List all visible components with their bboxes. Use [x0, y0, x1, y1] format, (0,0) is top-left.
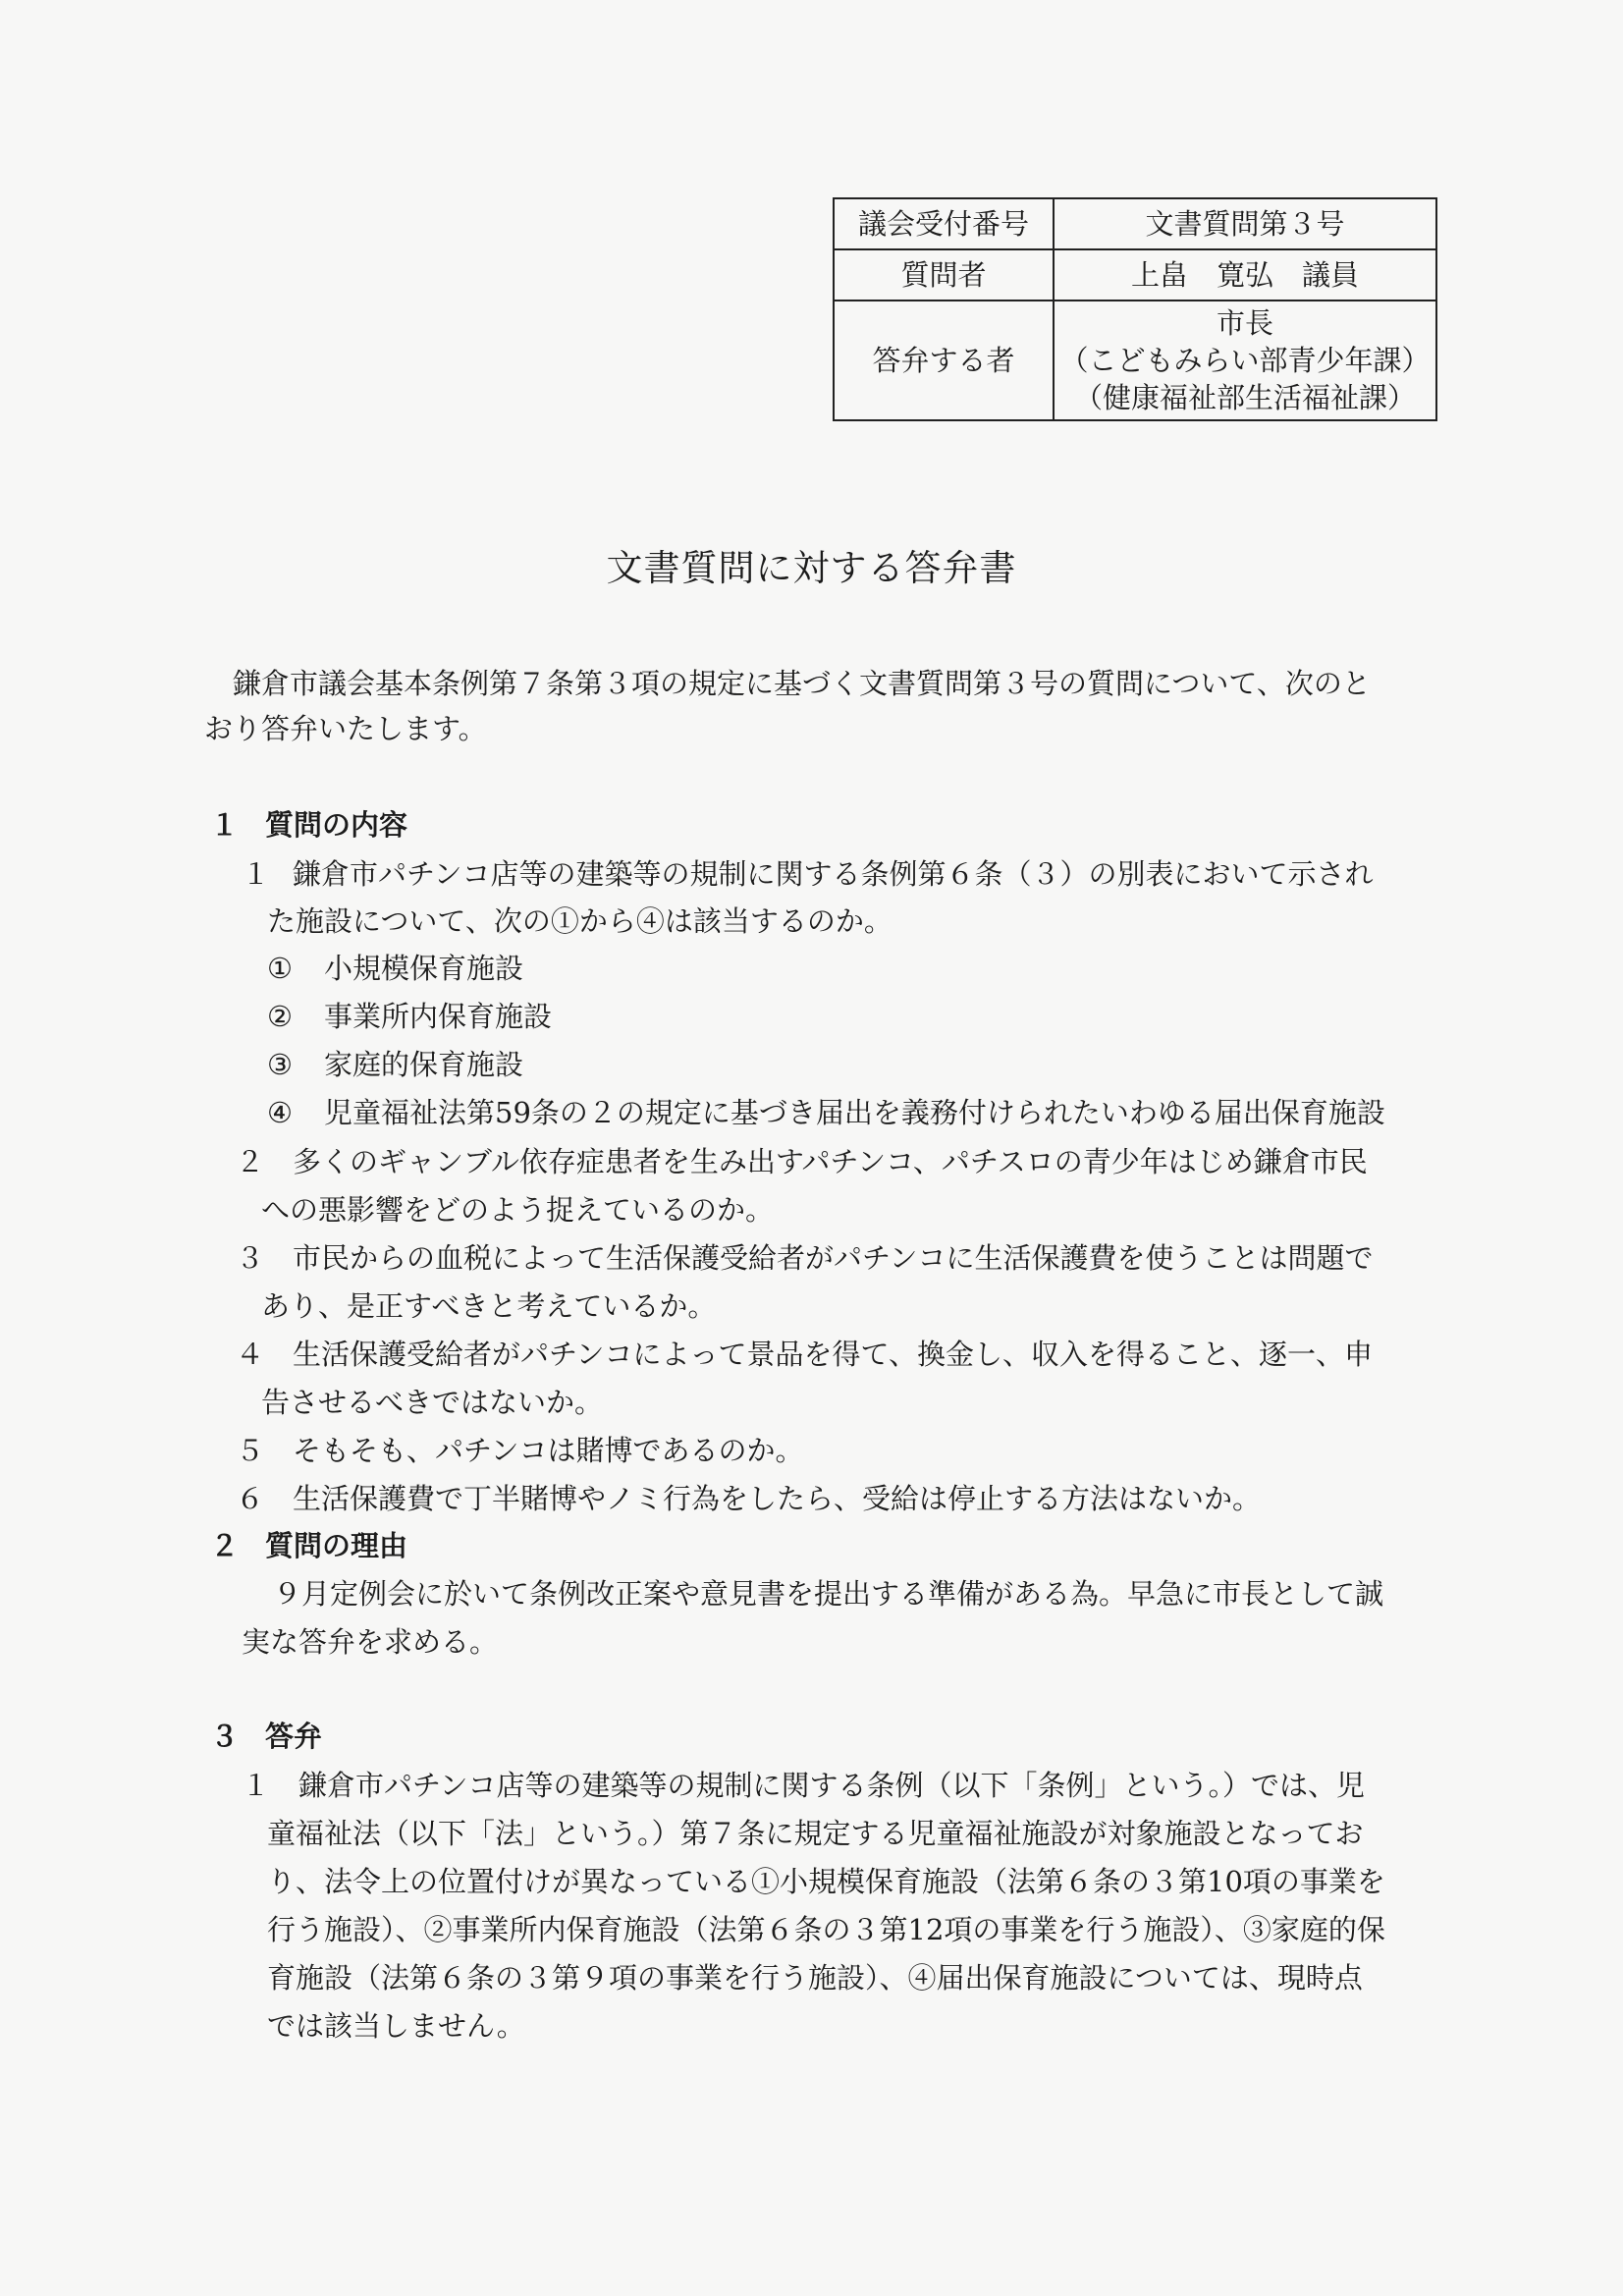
answer-line: では該当しません。 [267, 2009, 525, 2043]
question-item-line: た施設について、次の①から④は該当するのか。 [267, 904, 893, 938]
reception-number-label: 議会受付番号 [834, 198, 1054, 249]
answer-line: 童福祉法（以下「法」という。）第７条に規定する児童福祉施設が対象施設となってお [267, 1817, 1364, 1850]
reception-number-value: 文書質問第３号 [1054, 198, 1436, 249]
sub-item-number: ④ [267, 1096, 293, 1129]
intro-line: 鎌倉市議会基本条例第７条第３項の規定に基づく文書質問第３号の質問について、次のと [204, 667, 1371, 700]
sub-item-text: 事業所内保育施設 [324, 1000, 553, 1033]
reason-line: 実な答弁を求める。 [242, 1625, 499, 1659]
question-item-number: ４ [236, 1338, 265, 1371]
question-item-line: 告させるべきではないか。 [261, 1386, 604, 1419]
answer-line: 鎌倉市パチンコ店等の建築等の規制に関する条例（以下「条例」という。）では、児 [298, 1769, 1366, 1802]
sub-item-text: 小規模保育施設 [324, 952, 524, 985]
section3-number: ３ [210, 1720, 240, 1753]
questioner-value: 上畠 寛弘 議員 [1054, 249, 1436, 301]
reason-line: ９月定例会に於いて条例改正案や意見書を提出する準備がある為。早急に市長として誠 [273, 1577, 1384, 1611]
question-item-number: ２ [236, 1145, 265, 1178]
table-row [834, 249, 1436, 301]
intro-line: おり答弁いたします。 [204, 712, 487, 745]
question-item-line: 多くのギャンブル依存症患者を生み出すパチンコ、パチスロの青少年はじめ鎌倉市民 [293, 1145, 1368, 1178]
sub-item-number: ① [267, 952, 293, 985]
document-title: 文書質問に対する答弁書 [606, 547, 1017, 589]
sub-item-text: 家庭的保育施設 [324, 1048, 524, 1081]
section2-number: ２ [210, 1529, 240, 1562]
question-item-line: への悪影響をどのよう捉えているのか。 [261, 1193, 775, 1227]
section1-heading: 質問の内容 [265, 808, 408, 842]
question-item-line: あり、是正すべきと考えているか。 [261, 1289, 717, 1323]
answer-line: 育施設（法第６条の３第９項の事業を行う施設）、④届出保育施設については、現時点 [267, 1961, 1363, 1995]
question-item-number: ６ [236, 1482, 265, 1515]
respondent-line: （こどもみらい部青少年課） [1059, 344, 1431, 377]
respondent-label: 答弁する者 [834, 301, 1054, 420]
sub-item-text: 児童福祉法第59条の２の規定に基づき届出を義務付けられたいわゆる届出保育施設 [324, 1096, 1385, 1129]
question-item-line: 市民からの血税によって生活保護受給者がパチンコに生活保護費を使うことは問題で [293, 1241, 1374, 1275]
answer-line: 行う施設）、②事業所内保育施設（法第６条の３第12項の事業を行う施設）、③家庭的保 [267, 1913, 1385, 1946]
question-item-line: そもそも、パチンコは賭博であるのか。 [293, 1434, 804, 1467]
respondent-value [1054, 301, 1436, 420]
question-item-number: ３ [236, 1241, 265, 1275]
questioner-label: 質問者 [834, 249, 1054, 301]
table-row [834, 198, 1436, 249]
question-item-number: ５ [236, 1434, 265, 1467]
respondent-line: 市長 [1216, 306, 1273, 340]
reception-info-table [833, 197, 1437, 421]
table-row [834, 301, 1436, 420]
sub-item-number: ② [267, 1000, 293, 1033]
question-item-line: 生活保護費で丁半賭博やノミ行為をしたら、受給は停止する方法はないか。 [293, 1482, 1262, 1515]
section2-heading: 質問の理由 [265, 1529, 408, 1562]
sub-item-number: ③ [267, 1048, 293, 1081]
answer-line: り、法令上の位置付けが異なっている①小規模保育施設（法第６条の３第10項の事業を [267, 1865, 1385, 1898]
section3-heading: 答弁 [265, 1720, 323, 1753]
question-item-line: 生活保護受給者がパチンコによって景品を得て、換金し、収入を得ること、逐一、申 [293, 1338, 1373, 1371]
question-item-number: １ [242, 857, 271, 891]
answer-item-number: １ [242, 1769, 271, 1802]
respondent-line: （健康福祉部生活福祉課） [1073, 381, 1416, 414]
section1-number: １ [210, 808, 240, 842]
question-item-line: 鎌倉市パチンコ店等の建築等の規制に関する条例第６条（３）の別表において示され [293, 857, 1374, 891]
